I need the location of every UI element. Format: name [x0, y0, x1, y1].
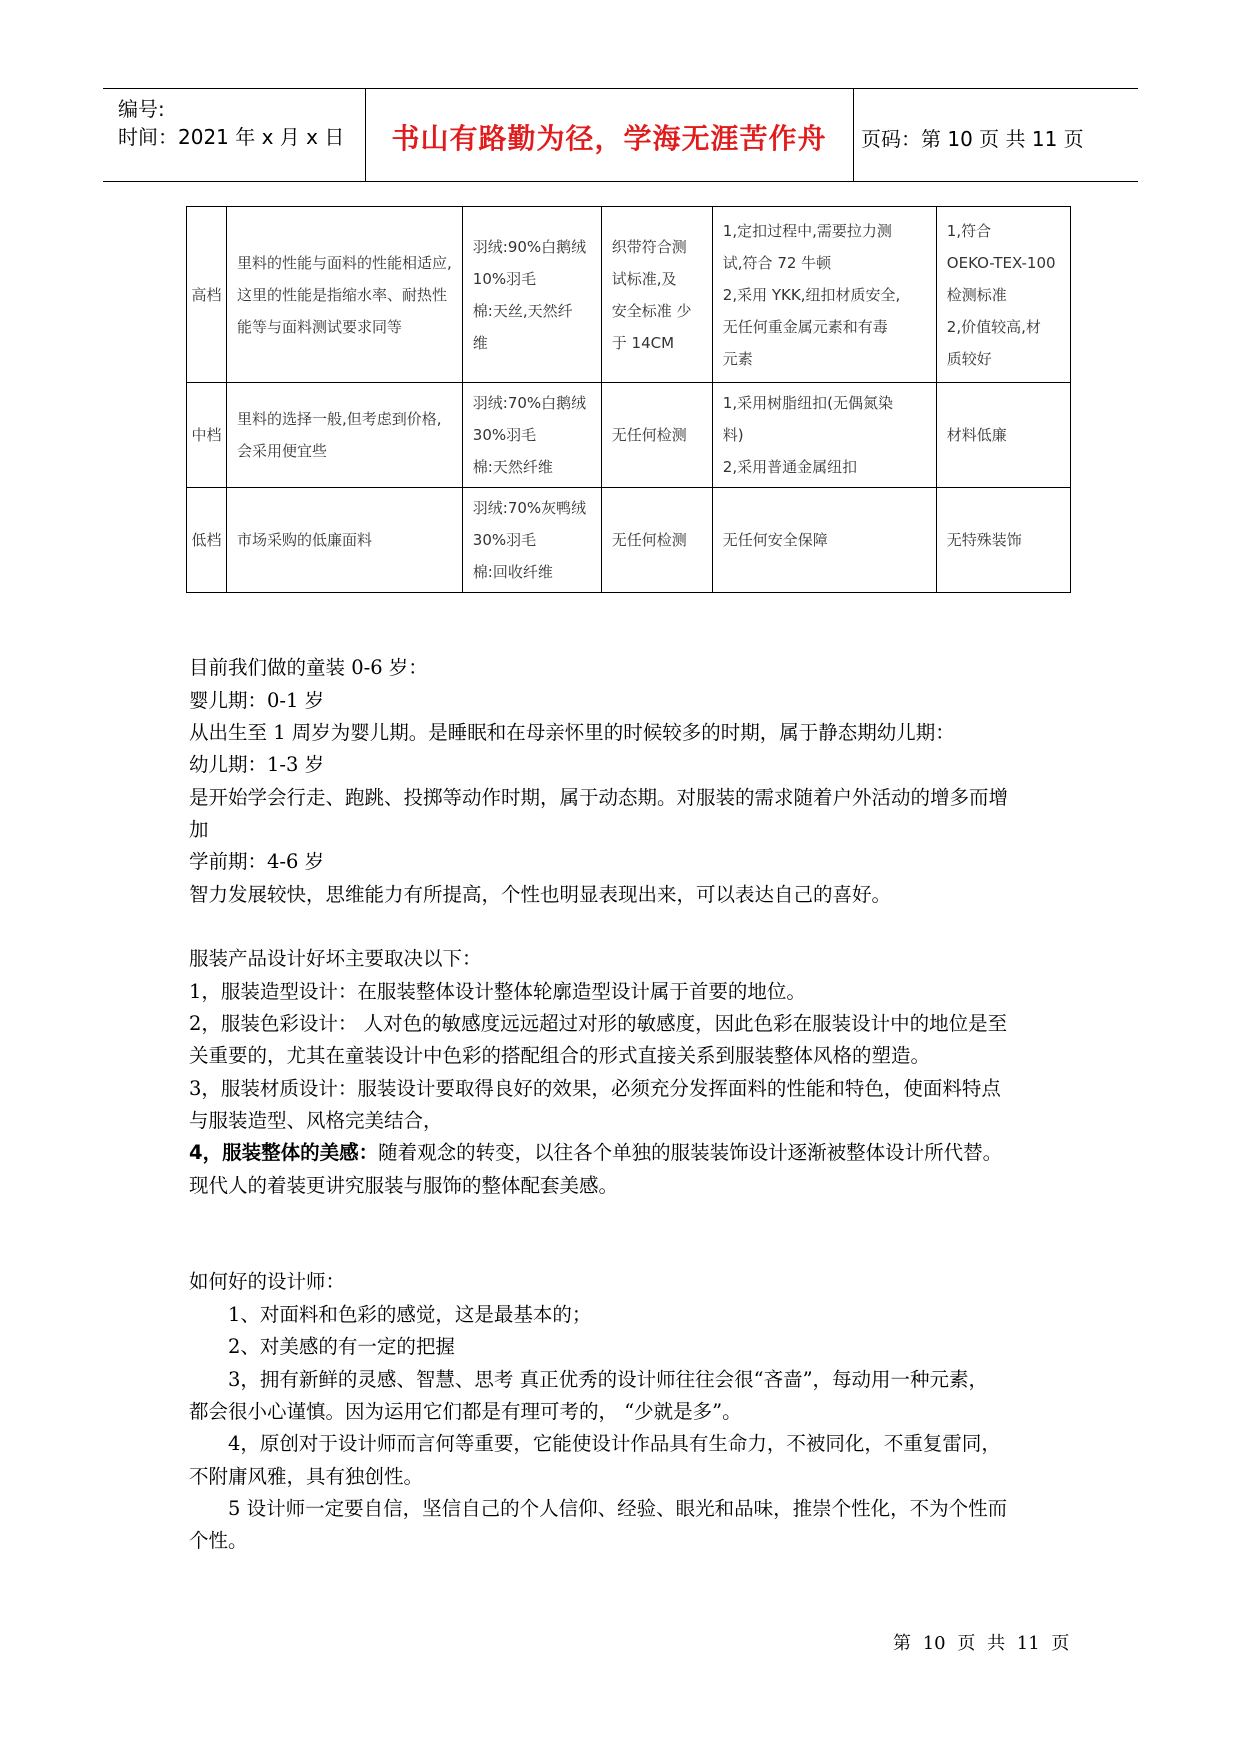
- cell-line: 2,价值较高,材: [946, 317, 1041, 336]
- cell-line: 2,采用 YKK,纽扣材质安全,: [722, 285, 901, 304]
- cell-line: 维: [472, 333, 488, 352]
- table-row: [187, 383, 1071, 488]
- designer-item-5-cont: 个性。: [189, 1529, 248, 1552]
- decoration-cell: [936, 488, 1070, 593]
- design-item-4-cont: 现代人的着装更讲究服装与服饰的整体配套美感。: [189, 1174, 619, 1197]
- filling-cell: [462, 383, 601, 488]
- decoration-cell: [936, 207, 1070, 383]
- cell-line: 市场采购的低廉面料: [237, 531, 373, 549]
- cell-line: 里料的性能与面料的性能相适应,: [237, 253, 452, 272]
- cell-line: 棉:回收纤维: [472, 563, 553, 581]
- cell-line: 试,符合 72 牛顿: [722, 253, 832, 272]
- infant-desc: 从出生至 1 周岁为婴儿期。是睡眠和在母亲怀里的时候较多的时期，属于静态期幼儿期：: [189, 721, 955, 744]
- designer-item-4: 4，原创对于设计师而言何等重要，它能使设计作品具有生命力，不被同化，不重复雷同，: [228, 1432, 1001, 1455]
- design-item-2-cont: 关重要的，尤其在童装设计中色彩的搭配组合的形式直接关系到服装整体风格的塑造。: [189, 1044, 931, 1067]
- table-row: [187, 207, 1071, 383]
- designer-item-3: 3，拥有新鲜的灵感、智慧、思考 真正优秀的设计师往往会很“吝啬”，每动用一种元素，: [228, 1368, 989, 1391]
- header-divider: [853, 89, 854, 181]
- filling-cell: [462, 207, 601, 383]
- cell-line: 羽绒:70%白鹅绒: [472, 394, 587, 412]
- design-intro: 服装产品设计好坏主要取决以下：: [189, 947, 482, 970]
- infant-title: 婴儿期：0-1 岁: [189, 689, 325, 712]
- designer-item-3-cont: 都会很小心谨慎。因为运用它们都是有理可考的， “少就是多”。: [189, 1400, 742, 1423]
- cell-line: 1,采用树脂纽扣(无偶氮染: [722, 394, 893, 412]
- designer-intro: 如何好的设计师：: [189, 1270, 346, 1293]
- cell-line: 安全标准 少: [611, 301, 692, 320]
- designer-item-4-cont: 不附庸风雅，具有独创性。: [189, 1465, 424, 1488]
- header-motto: 书山有路勤为径，学海无涯苦作舟: [391, 122, 827, 155]
- page-header: [103, 88, 1138, 182]
- kids-age-intro: 目前我们做的童装 0-6 岁：: [189, 656, 428, 679]
- design-item-3-cont: 与服装造型、风格完美结合，: [189, 1109, 443, 1132]
- cell-line: 材料低廉: [946, 426, 1007, 444]
- designer-item-5: 5 设计师一定要自信，坚信自己的个人信仰、经验、眼光和品味，推崇个性化，不为个性而: [228, 1497, 1008, 1520]
- strap-cell: [601, 207, 712, 383]
- toddler-desc-cont: 加: [189, 818, 209, 841]
- fastener-cell: [712, 207, 936, 383]
- header-meta: [118, 95, 344, 151]
- fastener-cell: [712, 383, 936, 488]
- cell-line: 料): [722, 426, 744, 444]
- filling-cell: [462, 488, 601, 593]
- cell-line: 羽绒:70%灰鸭绒: [472, 499, 587, 517]
- cell-line: 棉:天丝,天然纤: [472, 301, 573, 320]
- cell-line: 能等与面料测试要求同等: [237, 317, 403, 336]
- toddler-title: 幼儿期：1-3 岁: [189, 753, 325, 776]
- cell-line: 试标准,及: [611, 269, 677, 288]
- cell-line: 会采用便宜些: [237, 442, 328, 460]
- cell-line: 无任何安全保障: [722, 531, 828, 549]
- page-footer: 第 10 页 共 11 页: [893, 1633, 1070, 1654]
- cell-line: 1,定扣过程中,需要拉力测: [722, 221, 892, 240]
- strap-cell: [601, 383, 712, 488]
- design-item-4-heading: 4，服装整体的美感：: [189, 1141, 379, 1164]
- design-item-4: [189, 1137, 1002, 1165]
- cell-line: 质较好: [946, 349, 992, 368]
- cell-line: 30%羽毛: [472, 426, 537, 444]
- grade-cell: 中档: [187, 383, 227, 488]
- cell-line: 羽绒:90%白鹅绒: [472, 237, 587, 256]
- preschool-title: 学前期：4-6 岁: [189, 850, 325, 873]
- document-number-label: 编号:: [118, 97, 165, 121]
- design-item-4-text: 随着观念的转变，以往各个单独的服装装饰设计逐渐被整体设计所代替。: [378, 1141, 1003, 1164]
- cell-line: 检测标准: [946, 285, 1007, 304]
- cell-line: 1,符合: [946, 221, 992, 240]
- fastener-cell: [712, 488, 936, 593]
- quality-grade-table: [186, 206, 1071, 593]
- cell-line: 30%羽毛: [472, 531, 537, 549]
- table-row: [187, 488, 1071, 593]
- cell-line: 2,采用普通金属纽扣: [722, 458, 858, 476]
- cell-line: 10%羽毛: [472, 269, 537, 288]
- lining-cell: [227, 207, 463, 383]
- strap-cell: [601, 488, 712, 593]
- header-page-number: 页码：第 10 页 共 11 页: [861, 127, 1084, 151]
- design-item-2: 2，服装色彩设计： 人对色的敏感度远远超过对形的敏感度，因此色彩在服装设计中的地位是至: [189, 1012, 1008, 1035]
- decoration-cell: [936, 383, 1070, 488]
- grade-cell: 高档: [187, 207, 227, 383]
- toddler-desc: 是开始学会行走、跑跳、投掷等动作时期，属于动态期。对服装的需求随着户外活动的增多而增: [189, 786, 1009, 809]
- cell-line: 这里的性能是指缩水率、耐热性: [237, 285, 448, 304]
- lining-cell: [227, 488, 463, 593]
- cell-line: 棉:天然纤维: [472, 458, 553, 476]
- document-time-label: 时间：2021 年 x 月 x 日: [118, 125, 345, 149]
- cell-line: 织带符合测: [611, 237, 687, 256]
- grade-cell: 低档: [187, 488, 227, 593]
- design-item-1: 1，服装造型设计：在服装整体设计整体轮廓造型设计属于首要的地位。: [189, 980, 806, 1003]
- designer-item-2: 2、对美感的有一定的把握: [228, 1335, 455, 1358]
- lining-cell: [227, 383, 463, 488]
- cell-line: 无特殊装饰: [946, 531, 1022, 549]
- cell-line: 里料的选择一般,但考虑到价格,: [237, 410, 442, 428]
- cell-line: 无任何检测: [611, 426, 687, 444]
- cell-line: 无任何重金属元素和有毒: [722, 317, 888, 336]
- preschool-desc: 智力发展较快，思维能力有所提高，个性也明显表现出来，可以表达自己的喜好。: [189, 883, 892, 906]
- design-item-3: 3，服装材质设计：服装设计要取得良好的效果，必须充分发挥面料的性能和特色，使面料特点: [189, 1077, 1001, 1100]
- cell-line: 无任何检测: [611, 531, 687, 549]
- cell-line: OEKO-TEX-100: [946, 253, 1056, 272]
- cell-line: 于 14CM: [611, 333, 675, 352]
- designer-item-1: 1、对面料和色彩的感觉，这是最基本的；: [228, 1303, 592, 1326]
- cell-line: 元素: [722, 349, 753, 368]
